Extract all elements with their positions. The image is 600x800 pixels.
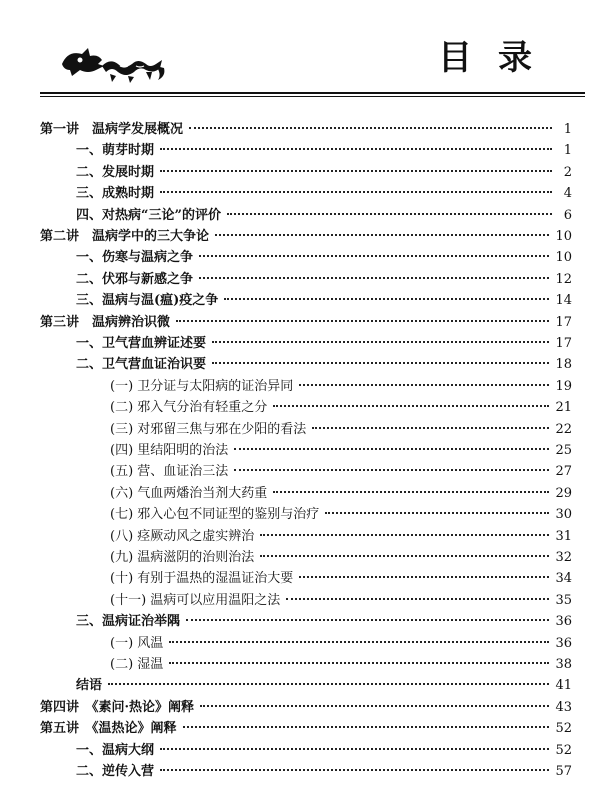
toc-page-number: 52 xyxy=(555,742,572,758)
toc-entry xyxy=(40,120,572,140)
toc-leader-dots xyxy=(160,191,552,193)
toc-entry xyxy=(76,612,572,632)
toc-entry-title: (三) 对邪留三焦与邪在少阳的看法 xyxy=(110,421,307,437)
toc-leader-dots xyxy=(299,384,549,386)
toc-page-number: 34 xyxy=(555,571,572,587)
toc-page-number: 35 xyxy=(555,592,572,608)
toc-entry-title: (一) 风温 xyxy=(110,635,164,651)
toc-leader-dots xyxy=(212,362,549,364)
toc-entry-title: (九) 温病滋阴的治则治法 xyxy=(110,550,255,565)
toc-entry xyxy=(110,420,572,440)
toc-entry-title: 二、卫气营血证治识要 xyxy=(76,357,207,373)
toc-entry xyxy=(110,655,572,675)
toc-page-number: 38 xyxy=(555,657,572,672)
toc-entry-title: (十) 有别于温热的湿温证治大要 xyxy=(110,571,294,587)
toc-leader-dots xyxy=(200,705,549,707)
toc-entry xyxy=(76,206,572,226)
toc-entry xyxy=(110,591,572,611)
toc-entry xyxy=(40,719,572,739)
toc-entry-title: 一、萌芽时期 xyxy=(76,143,155,159)
toc-leader-dots xyxy=(212,341,549,343)
toc-entry-title: 一、温病大纲 xyxy=(76,742,155,758)
toc-entry-title: (六) 气血两燔治当剂大药重 xyxy=(110,485,268,501)
toc-leader-dots xyxy=(227,213,552,215)
toc-entry xyxy=(76,270,572,290)
toc-leader-dots xyxy=(189,127,552,129)
toc-page-number: 27 xyxy=(555,464,572,480)
toc-entry xyxy=(76,355,572,375)
toc-entry-title: (五) 营、血证治三法 xyxy=(110,464,229,480)
toc-leader-dots xyxy=(312,427,549,429)
toc-entry xyxy=(110,462,572,482)
toc-leader-dots xyxy=(273,491,549,493)
toc-page-number: 10 xyxy=(555,229,572,244)
toc-entry xyxy=(110,398,572,418)
toc-entry-title: (七) 邪入心包不同证型的鉴别与治疗 xyxy=(110,507,320,523)
toc-page-number: 18 xyxy=(555,357,572,373)
toc-leader-dots xyxy=(176,320,549,322)
toc-leader-dots xyxy=(160,170,552,172)
toc-leader-dots xyxy=(286,598,549,600)
toc-entry-title: 结语 xyxy=(76,678,103,694)
toc-entry-title: 二、发展时期 xyxy=(76,164,155,180)
toc-entry-title: (一) 卫分证与太阳病的证治异同 xyxy=(110,378,294,394)
toc-entry-title: (十一) 温病可以应用温阳之法 xyxy=(110,592,281,608)
toc-leader-dots xyxy=(260,555,549,557)
toc-page-number: 57 xyxy=(555,764,572,779)
toc-entry-title: 三、温病证治举隅 xyxy=(76,614,181,630)
toc-page-number: 25 xyxy=(555,443,572,458)
toc-entry xyxy=(76,676,572,696)
toc-leader-dots xyxy=(224,298,549,300)
toc-page-number: 29 xyxy=(555,485,572,501)
toc-page-number: 1 xyxy=(563,122,572,137)
toc-entry xyxy=(76,163,572,183)
toc-page-number: 32 xyxy=(555,550,572,565)
toc-entry xyxy=(76,762,572,782)
toc-entry-title: 第二讲 温病学中的三大争论 xyxy=(40,229,210,244)
toc-page-number: 21 xyxy=(555,400,572,416)
toc-page-number: 19 xyxy=(555,378,572,394)
toc-entry xyxy=(76,334,572,354)
toc-entry-title: 三、温病与温(瘟)疫之争 xyxy=(76,293,219,309)
toc-entry xyxy=(110,441,572,461)
toc-entry xyxy=(40,313,572,333)
toc-leader-dots xyxy=(160,148,552,150)
toc-leader-dots xyxy=(160,748,549,750)
toc-leader-dots xyxy=(234,448,549,450)
toc-entry-title: 第一讲 温病学发展概况 xyxy=(40,122,184,137)
toc-leader-dots xyxy=(199,277,549,279)
toc-entry xyxy=(76,248,572,268)
toc-page-number: 2 xyxy=(563,164,572,180)
toc-entry xyxy=(76,184,572,204)
toc-entry-title: 二、逆传入营 xyxy=(76,764,155,779)
toc-page-number: 43 xyxy=(555,699,572,715)
toc-page-number: 36 xyxy=(555,614,572,630)
toc-leader-dots xyxy=(299,576,549,578)
header-rule-thin xyxy=(40,96,585,97)
toc-entry-title: 二、伏邪与新感之争 xyxy=(76,271,194,287)
toc-page-number: 31 xyxy=(555,528,572,544)
toc-entry xyxy=(110,505,572,525)
toc-entry xyxy=(110,527,572,547)
toc-page-number: 36 xyxy=(555,635,572,651)
toc-page-number: 41 xyxy=(555,678,572,694)
toc-leader-dots xyxy=(169,641,549,643)
toc-entry xyxy=(76,291,572,311)
toc-leader-dots xyxy=(160,769,549,771)
header-rule-thick xyxy=(40,92,585,94)
toc-entry xyxy=(40,698,572,718)
toc-leader-dots xyxy=(186,619,549,621)
toc-page-number: 10 xyxy=(555,250,572,266)
toc-leader-dots xyxy=(183,726,550,728)
toc-entry-title: (八) 痉厥动风之虚实辨治 xyxy=(110,528,255,544)
toc-entry xyxy=(110,548,572,568)
toc-leader-dots xyxy=(325,512,549,514)
page-title: 目录 xyxy=(438,38,558,78)
toc-page-number: 4 xyxy=(563,186,572,202)
toc-page-number: 30 xyxy=(555,507,572,523)
toc-leader-dots xyxy=(215,234,549,236)
toc-entry xyxy=(110,634,572,654)
toc-entry-title: (二) 湿温 xyxy=(110,657,164,672)
toc-page-number: 6 xyxy=(563,207,572,223)
toc-entry-title: (二) 邪入气分治有轻重之分 xyxy=(110,400,268,416)
toc-entry-title: 四、对热病“三论”的评价 xyxy=(76,207,221,223)
toc-leader-dots xyxy=(199,255,549,257)
toc-entry xyxy=(110,569,572,589)
toc-leader-dots xyxy=(234,469,549,471)
toc-entry xyxy=(76,141,572,161)
toc-entry-title: 第三讲 温病辨治识微 xyxy=(40,314,171,330)
toc-entry xyxy=(40,227,572,247)
toc-page-number: 22 xyxy=(555,421,572,437)
toc-entry-title: 一、伤寒与温病之争 xyxy=(76,250,194,266)
toc-page-number: 12 xyxy=(555,271,572,287)
toc-entry-title: (四) 里结阳明的治法 xyxy=(110,443,229,458)
toc-page-number: 17 xyxy=(555,336,572,351)
toc-page-number: 17 xyxy=(555,314,572,330)
toc-entry-title: 第五讲 《温热论》阐释 xyxy=(40,721,177,737)
toc-entry-title: 一、卫气营血辨证述要 xyxy=(76,336,207,351)
toc-leader-dots xyxy=(260,534,549,536)
toc-leader-dots xyxy=(169,662,549,664)
toc-entry-title: 第四讲 《素问·热论》阐释 xyxy=(40,699,195,715)
toc-entry xyxy=(110,484,572,504)
dragon-ornament-icon xyxy=(58,44,168,84)
toc-page-number: 14 xyxy=(555,293,572,309)
toc-page-number: 1 xyxy=(563,143,572,159)
page-header xyxy=(0,0,600,100)
toc-entry xyxy=(110,377,572,397)
toc-entry-title: 三、成熟时期 xyxy=(76,186,155,202)
toc-leader-dots xyxy=(108,683,549,685)
toc-leader-dots xyxy=(273,405,549,407)
toc-page-number: 52 xyxy=(555,721,572,737)
toc-entry xyxy=(76,741,572,761)
